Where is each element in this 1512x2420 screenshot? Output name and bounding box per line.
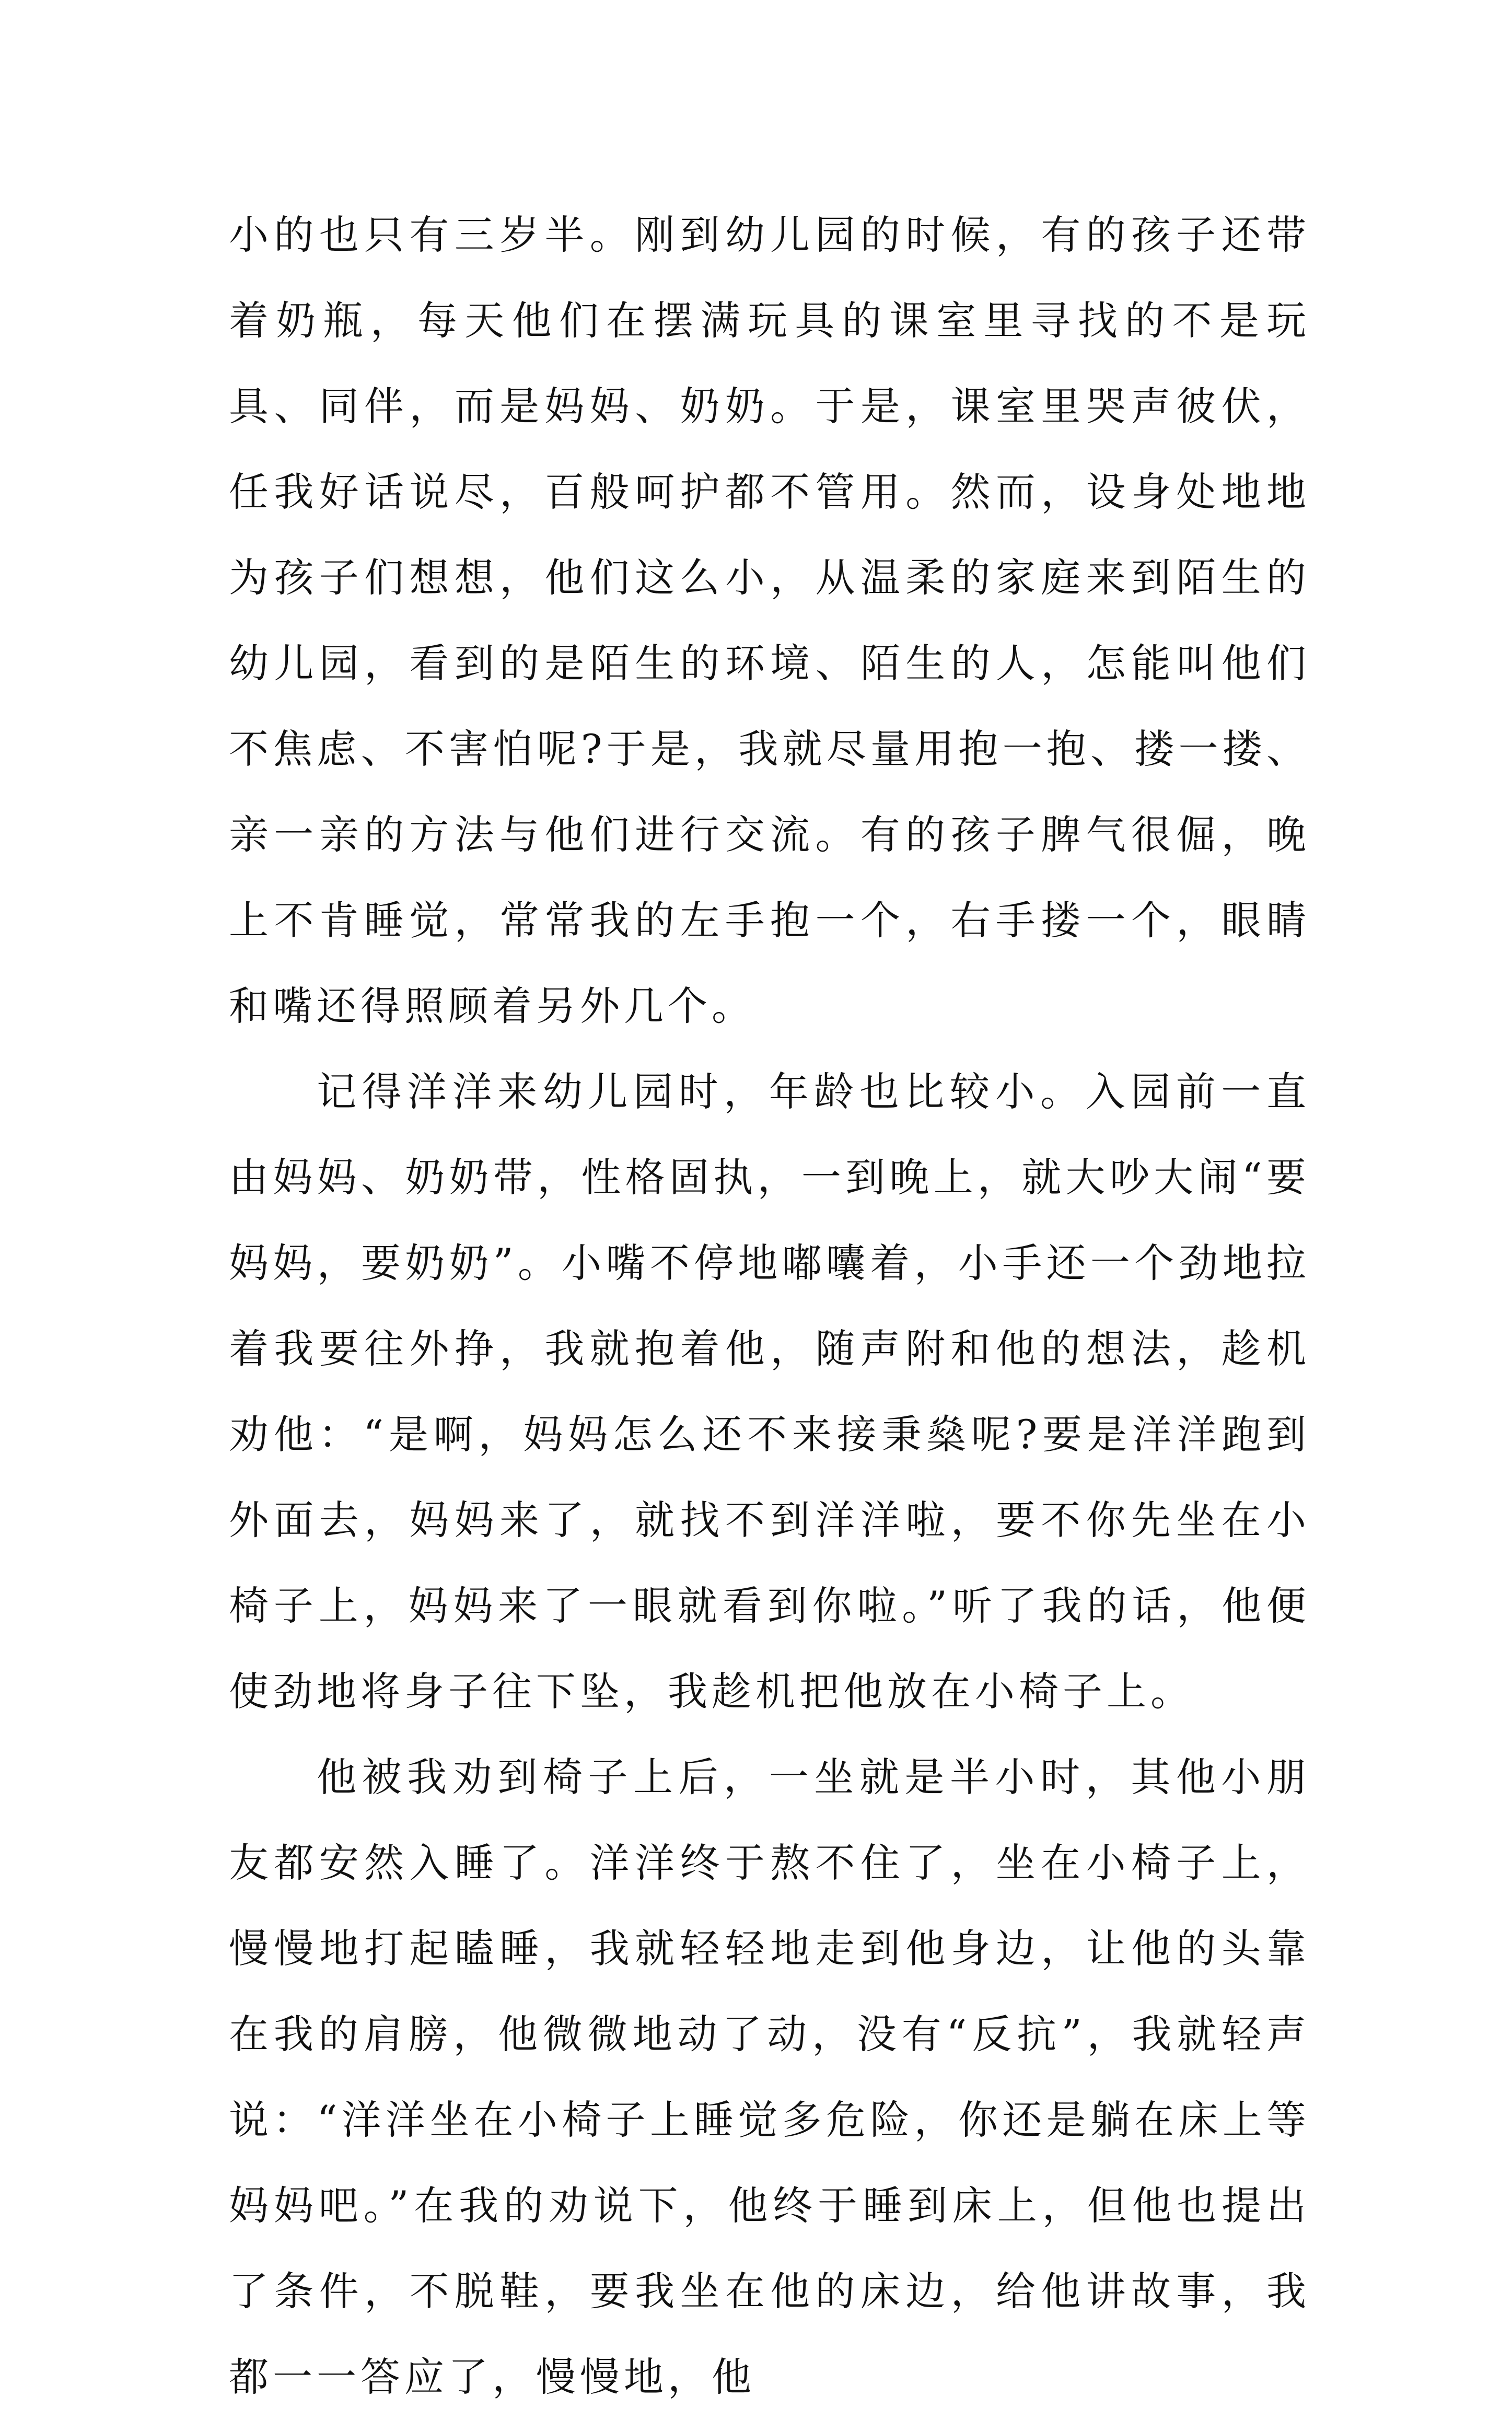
paragraph-3: 他被我劝到椅子上后，一坐就是半小时，其他小朋友都安然入睡了。洋洋终于熬不住了，坐在小椅子上，慢慢地打起瞌睡，我就轻轻地走到他身边，让他的头靠在我的肩膀，他微微地动了动，没有“反抗”，我就轻声说：“洋洋坐在小椅子上睡觉多危险，你还是躺在床上等妈妈吧。”在我的劝说下，他终于睡到床上，但他也提出了条件，不脱鞋，要我坐在他的床边，给他讲故事，我都一一答应了，慢慢地，他	[229, 1754, 1310, 2400]
paragraph-1: 小的也只有三岁半。刚到幼儿园的时候，有的孩子还带着奶瓶，每天他们在摆满玩具的课室里寻找的不是玩具、同伴，而是妈妈、奶奶。于是，课室里哭声彼伏，任我好话说尽，百般呵护都不管用。然而，设身处地地为孩子们想想，他们这么小，从温柔的家庭来到陌生的幼儿园，看到的是陌生的环境、陌生的人，怎能叫他们不焦虑、不害怕呢?于是，我就尽量用抱一抱、搂一搂、亲一亲的方法与他们进行交流。有的孩子脾气很倔，晚上不肯睡觉，常常我的左手抱一个，右手搂一个，眼睛和嘴还得照顾着另外几个。	[229, 212, 1310, 1029]
paragraph-2: 记得洋洋来幼儿园时，年龄也比较小。入园前一直由妈妈、奶奶带，性格固执，一到晚上，就大吵大闹“要妈妈，要奶奶”。小嘴不停地嘟囔着，小手还一个劲地拉着我要往外挣，我就抱着他，随声附和他的想法，趁机劝他：“是啊，妈妈怎么还不来接秉燊呢?要是洋洋跑到外面去，妈妈来了，就找不到洋洋啦，要不你先坐在小椅子上，妈妈来了一眼就看到你啦。”听了我的话，他便使劲地将身子往下坠，我趁机把他放在小椅子上。	[229, 1068, 1310, 1715]
body-text	[229, 192, 1310, 2420]
